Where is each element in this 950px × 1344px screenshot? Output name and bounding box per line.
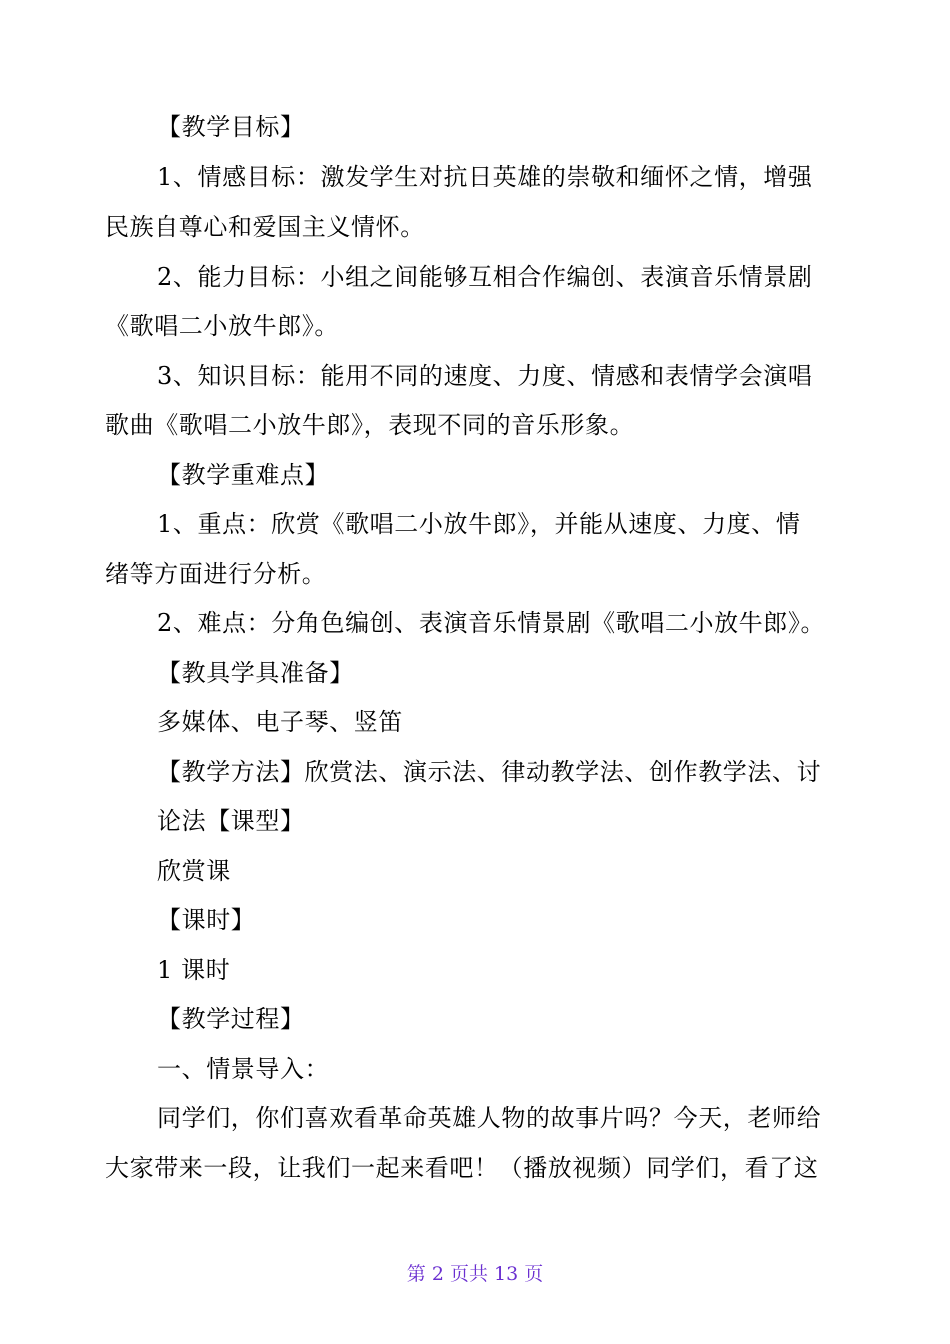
- section-heading-key-points: 【教学重难点】: [157, 461, 330, 489]
- section-heading-process: 【教学过程】: [157, 1005, 305, 1033]
- paragraph-line: 2、能力目标：小组之间能够互相合作编创、表演音乐情景剧: [157, 263, 813, 291]
- paragraph-line: 绪等方面进行分析。: [105, 560, 327, 588]
- paragraph-line: 欣赏课: [157, 857, 231, 885]
- paragraph-line: 1 课时: [157, 956, 231, 984]
- paragraph-line: 3、知识目标：能用不同的速度、力度、情感和表情学会演唱: [157, 362, 813, 390]
- paragraph-line: 民族自尊心和爱国主义情怀。: [105, 213, 425, 241]
- paragraph-line: 2、难点：分角色编创、表演音乐情景剧《歌唱二小放牛郎》。: [157, 609, 826, 637]
- section-heading-class-hours: 【课时】: [157, 906, 256, 934]
- paragraph-line: 多媒体、电子琴、竖笛: [157, 708, 403, 736]
- section-heading-materials: 【教具学具准备】: [157, 659, 354, 687]
- section-heading-methods: 【教学方法】欣赏法、演示法、律动教学法、创作教学法、讨: [157, 758, 822, 786]
- paragraph-line: 1、重点：欣赏《歌唱二小放牛郎》，并能从速度、力度、情: [157, 510, 801, 538]
- paragraph-line: 《歌唱二小放牛郎》。: [105, 312, 339, 340]
- section-heading-teaching-goals: 【教学目标】: [157, 113, 305, 141]
- page-number-footer: 第 2 页共 13 页: [406, 1263, 544, 1285]
- paragraph-line: 论法【课型】: [157, 807, 305, 835]
- paragraph-line: 大家带来一段，让我们一起来看吧！（播放视频）同学们，看了这: [105, 1154, 819, 1182]
- paragraph-line: 歌曲《歌唱二小放牛郎》，表现不同的音乐形象。: [105, 411, 635, 439]
- subsection-heading: 一、情景导入：: [157, 1055, 330, 1083]
- paragraph-line: 同学们，你们喜欢看革命英雄人物的故事片吗？今天，老师给: [157, 1104, 822, 1132]
- paragraph-line: 1、情感目标：激发学生对抗日英雄的崇敬和缅怀之情，增强: [157, 163, 813, 191]
